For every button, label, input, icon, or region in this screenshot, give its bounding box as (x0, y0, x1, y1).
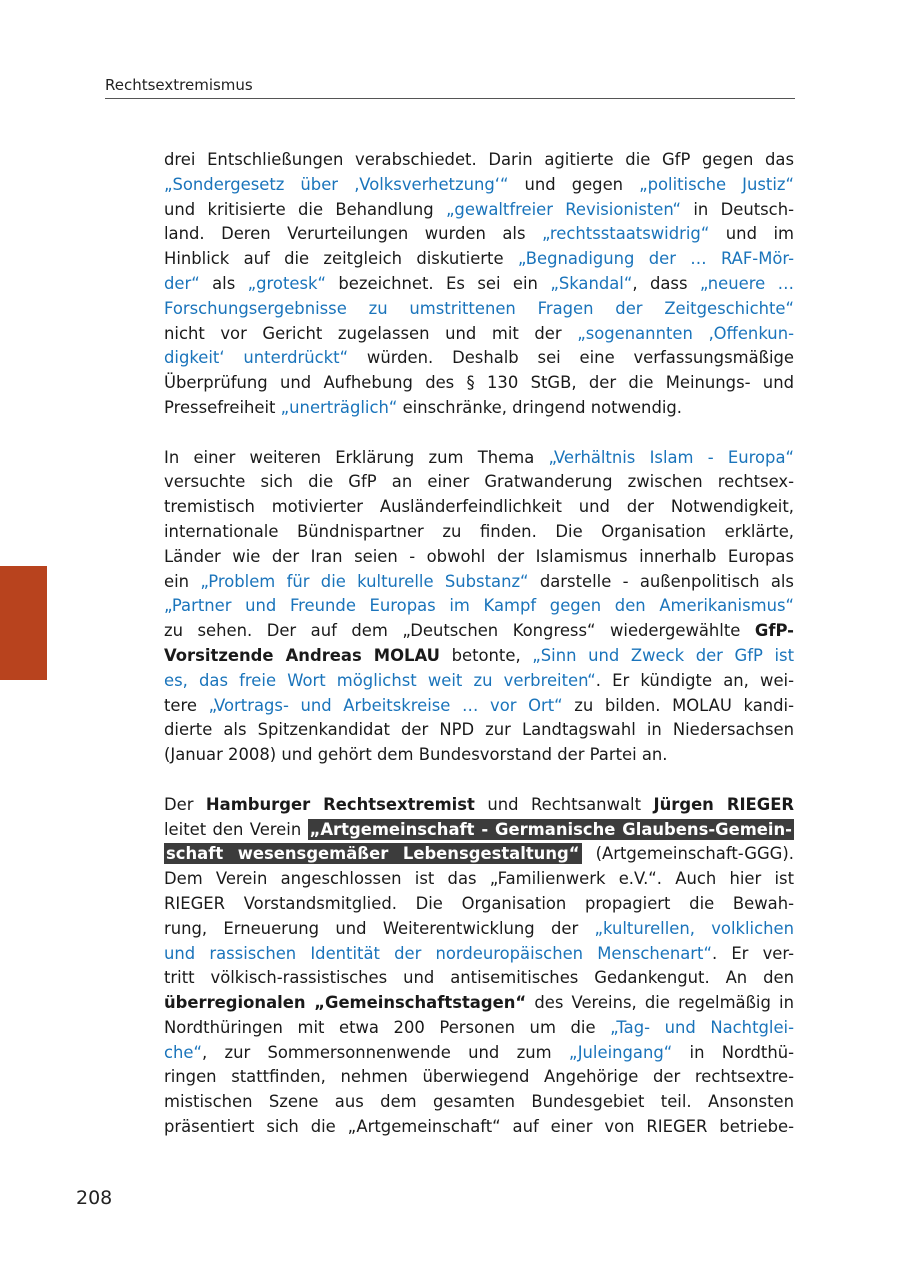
quotation: „politische Justiz“ (639, 174, 794, 194)
bold-text: Jürgen RIEGER (653, 794, 795, 814)
bold-text: Vorsitzende Andreas MOLAU (164, 645, 440, 665)
header-divider (105, 98, 795, 99)
text-line: Hinblick auf die zeitgleich diskutierte „Begnadigung der … RAF-Mör- (164, 249, 794, 269)
quotation: „Skandal“ (550, 273, 633, 293)
quotation: „Sondergesetz über ‚Volksverhetzung‘“ (164, 174, 509, 194)
text-line: ringen stattfinden, nehmen überwiegend Angehörige der rechtsextre- (164, 1067, 794, 1087)
text-line: „Sondergesetz über ‚Volksverhetzung‘“ und gegen „politische Justiz“ (164, 174, 794, 194)
text-line: präsentiert sich die „Artgemeinschaft“ auf einer von RIEGER betriebe- (164, 1117, 794, 1137)
text-line (164, 594, 794, 619)
text-line: und rassischen Identität der nordeuropäischen Menschenart“. Er ver- (164, 943, 794, 963)
text-line: internationale Bündnispartner zu finden. Die Organisation erklärte, (164, 521, 794, 541)
quotation: Forschungsergebnisse zu umstrittenen Fragen der Zeitgeschichte“ (164, 298, 794, 318)
body-text (164, 148, 794, 1140)
text-line: ein „Problem für die kulturelle Substanz“ darstelle - außenpolitisch als (164, 571, 794, 591)
text-line: Pressefreiheit „unerträglich“ einschränke, dringend notwendig. (164, 397, 683, 417)
bold-text: Hamburger Rechtsextremist (205, 794, 475, 814)
quotation: „Tag- und Nachtglei- (610, 1017, 795, 1037)
text-line (164, 297, 794, 322)
text-line: Dem Verein angeschlossen ist das „Familienwerk e.V.“. Auch hier ist (164, 869, 794, 889)
chapter-marker-tab (0, 566, 47, 680)
text-line: digkeit‘ unterdrückt“ würden. Deshalb sei eine verfassungsmäßige (164, 348, 794, 368)
paragraph-1 (164, 148, 794, 421)
paragraph-2 (164, 446, 794, 768)
page-number: 208 (76, 1187, 113, 1209)
text-line: nicht vor Gericht zugelassen und mit der „sogenannten ‚Offenkun- (164, 323, 794, 343)
text-line: dierte als Spitzenkandidat der NPD zur Landtagswahl in Niedersachsen (164, 720, 794, 740)
text-line: tremistisch motivierter Ausländerfeindlichkeit und der Notwendigkeit, (164, 497, 794, 517)
text-line: drei Entschließungen verabschiedet. Darin agitierte die GfP gegen das (164, 150, 794, 169)
text-line: tritt völkisch-rassistisches und antisemitisches Gedankengut. An den (164, 968, 794, 988)
quotation: „kulturellen, volklichen (594, 918, 794, 938)
running-head: Rechtsextremismus (105, 76, 253, 94)
text-line: Überprüfung und Aufhebung des § 130 StGB, der die Meinungs- und (164, 373, 794, 393)
text-line: che“, zur Sommersonnenwende und zum „Juleingang“ in Nordthü- (164, 1042, 795, 1062)
text-line: Nordthüringen mit etwa 200 Personen um die „Tag- und Nachtglei- (164, 1017, 795, 1037)
quotation: „neuere … (699, 273, 794, 293)
quotation: der“ (164, 273, 200, 293)
quotation: „unerträglich“ (280, 397, 398, 417)
quotation: „Juleingang“ (568, 1042, 673, 1062)
text-line: überregionalen „Gemeinschaftstagen“ des Vereins, die regelmäßig in (164, 993, 794, 1013)
text-line: schaft wesensgemäßer Lebensgestaltung“ (Artgemeinschaft-GGG). (166, 844, 794, 864)
quotation: „sogenannten ‚Offenkun- (577, 323, 794, 343)
text-line: RIEGER Vorstandsmitglied. Die Organisation propagiert die Bewah- (164, 893, 794, 913)
text-line: In einer weiteren Erklärung zum Thema „Verhältnis Islam - Europa“ (164, 447, 794, 467)
bold-text: GfP- (754, 621, 794, 641)
quotation: „Partner und Freunde Europas im Kampf gegen den Amerikanismus“ (164, 596, 794, 616)
text-line: versuchte sich die GfP an einer Gratwanderung zwischen rechtsex- (164, 472, 794, 492)
bold-text: überregionalen „Gemeinschaftstagen“ (164, 993, 527, 1013)
text-line: mistischen Szene aus dem gesamten Bundesgebiet teil. Ansonsten (164, 1092, 794, 1112)
quotation: „Problem für die kulturelle Substanz“ (200, 571, 529, 591)
quotation: und rassischen Identität der nordeuropäischen Menschenart“ (164, 943, 712, 963)
paragraph-3 (164, 793, 794, 1140)
quotation: „grotesk“ (247, 273, 326, 293)
quotation: „rechtsstaatswidrig“ (542, 224, 710, 244)
text-line: tere „Vortrags- und Arbeitskreise … vor Ort“ zu bilden. MOLAU kandi- (164, 695, 794, 715)
quotation: es, das freie Wort möglichst weit zu verbreiten“ (164, 670, 596, 690)
text-line: rung, Erneuerung und Weiterentwicklung der „kulturellen, volklichen (164, 918, 794, 938)
text-line: zu sehen. Der auf dem „Deutschen Kongress“ wiedergewählte GfP- (164, 621, 794, 641)
text-line: Länder wie der Iran seien - obwohl der Islamismus innerhalb Europas (164, 546, 794, 566)
quotation: „Begnadigung der … RAF-Mör- (517, 249, 794, 269)
text-line: leitet den Verein „Artgemeinschaft - Germanische Glaubens-Gemein- (164, 819, 792, 839)
quotation: „Sinn und Zweck der GfP ist (532, 645, 794, 665)
quotation: digkeit‘ unterdrückt“ (164, 348, 349, 368)
text-line: Vorsitzende Andreas MOLAU betonte, „Sinn und Zweck der GfP ist (164, 645, 794, 665)
text-line: Der Hamburger Rechtsextremist und Rechtsanwalt Jürgen RIEGER (164, 794, 795, 814)
text-line: land. Deren Verurteilungen wurden als „rechtsstaatswidrig“ und im (164, 224, 794, 244)
quotation: che“ (164, 1042, 202, 1062)
quotation: „Verhältnis Islam - Europa“ (548, 447, 794, 467)
highlighted-organization-name: schaft wesensgemäßer Lebensgestaltung“ (166, 844, 580, 864)
quotation: „gewaltfreier Revisionisten“ (445, 199, 682, 219)
highlighted-organization-name: „Artgemeinschaft - Germanische Glaubens-Gemein- (309, 819, 792, 839)
quotation: „Vortrags- und Arbeitskreise … vor Ort“ (208, 695, 563, 715)
text-line: (Januar 2008) und gehört dem Bundesvorstand der Partei an. (164, 745, 668, 765)
text-line: und kritisierte die Behandlung „gewaltfreier Revisionisten“ in Deutsch- (164, 199, 794, 219)
text-line: es, das freie Wort möglichst weit zu verbreiten“. Er kündigte an, wei- (164, 670, 794, 690)
text-line: der“ als „grotesk“ bezeichnet. Es sei ein „Skandal“, dass „neuere … (164, 273, 794, 293)
